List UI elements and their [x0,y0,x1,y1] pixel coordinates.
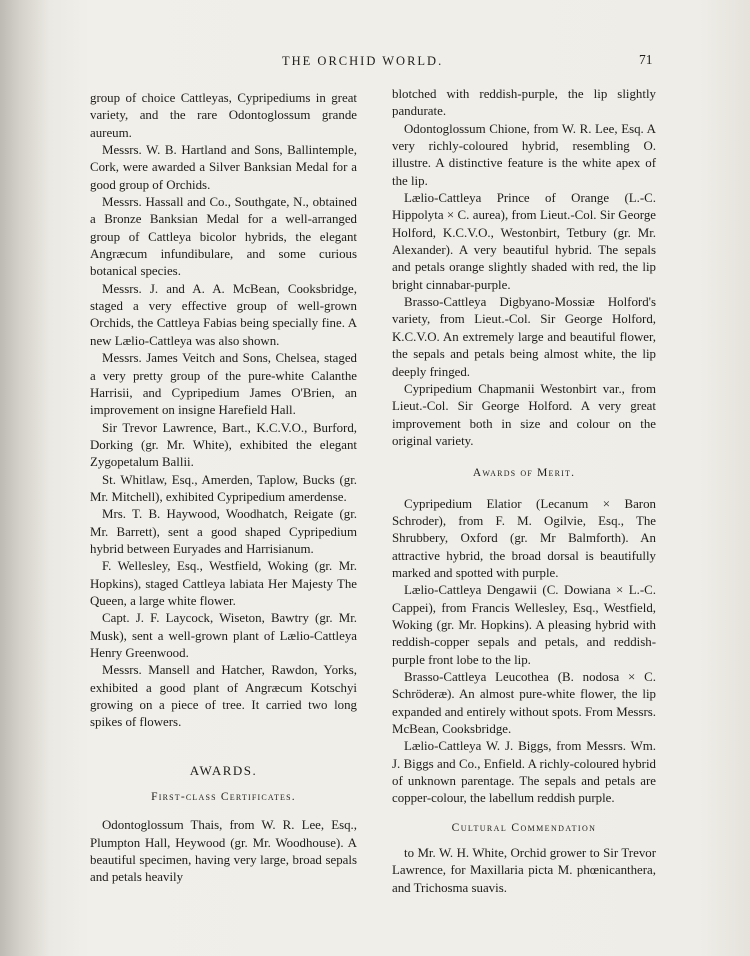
paragraph: St. Whitlaw, Esq., Amerden, Taplow, Bucks (gr. Mr. Mitchell), exhibited Cypripedium amerdense. [90,472,357,504]
paragraph: Messrs. Hassall and Co., Southgate, N., obtained a Bronze Banksian Medal for a well-arranged group of Cattleya bicolor hybrids, the elegant Angræcum infundibulare, and some curious botanical species. [90,195,357,279]
paragraph: Lælio-Cattleya Dengawii (C. Dowiana × L.-C. Cappei), from Francis Wellesley, Esq., Westfield, Woking (gr. Mr. Hopkins). A pleasing hybrid with reddish-copper sepals and petals, and reddish-purple front lobe to the lip. [392,583,656,667]
left-column [90,90,357,887]
paragraph: Messrs. James Veitch and Sons, Chelsea, staged a very pretty group of the pure-white Calanthe Harrisii, and Cypripedium James O'Brien, an improvement on insigne Harefield Hall. [90,351,357,418]
paragraph: to Mr. W. H. White, Orchid grower to Sir Trevor Lawrence, for Maxillaria picta M. phœnicanthera, and Trichosma suavis. [392,846,656,895]
paragraph: Brasso-Cattleya Leucothea (B. nodosa × C. Schröderæ). An almost pure-white flower, the lip expanded and entirely without spots. From Messrs. McBean, Cooksbridge. [392,670,656,737]
paragraph: F. Wellesley, Esq., Westfield, Woking (gr. Mr. Hopkins), staged Cattleya labiata Her Majesty The Queen, a large white flower. [90,559,357,608]
paragraph-continuation: blotched with reddish-purple, the lip slightly pandurate. [392,87,656,119]
paragraph: Cypripedium Elatior (Lecanum × Baron Schroder), from F. M. Ogilvie, Esq., The Shrubbery, Oxford (gr. Mr Balmforth). An attractive hybrid, the broad dorsal is beautifully marked and spotted with purple. [392,496,656,580]
paragraph: Capt. J. F. Laycock, Wiseton, Bawtry (gr. Mr. Musk), sent a well-grown plant of Lælio-Cattleya Henry Greenwood. [90,611,357,660]
awards-heading: AWARDS. [189,762,258,778]
paragraph: Cypripedium Chapmanii Westonbirt var., from Lieut.-Col. Sir George Holford. A very great improvement both in size and colour on the original variety. [392,381,656,448]
paragraph: Messrs. J. and A. A. McBean, Cooksbridge, staged a very effective group of well-grown Orchids, the Cattleya Fabias being specially fine. A new Lælio-Cattleya was also shown. [90,281,357,348]
paragraph: Lælio-Cattleya Prince of Orange (L.-C. Hippolyta × C. aurea), from Lieut.-Col. Sir George Holford, K.C.V.O., Westonbirt, Tetbury (gr. Mr. Alexander). A very beautiful hybrid. The sepals and petals orange slightly shaded with red, the lip bright cinnabar-purple. [392,191,656,292]
paragraph: Odontoglossum Chione, from W. R. Lee, Esq. A very richly-coloured hybrid, resembling O. illustre. A distinctive feature is the white apex of the lip. [392,121,656,188]
cultural-commendation-heading: Cultural Commendation [451,821,597,834]
page-number: 71 [639,52,653,67]
paragraph: Mrs. T. B. Haywood, Woodhatch, Reigate (gr. Mr. Barrett), sent a good shaped Cypripedium hybrid between Euryades and Harrisianum. [90,507,357,556]
paragraph: Messrs. W. B. Hartland and Sons, Ballintemple, Cork, were awarded a Silver Banksian Medal for a good group of Orchids. [90,143,357,192]
paragraph: Brasso-Cattleya Digbyano-Mossiæ Holford's variety, from Lieut.-Col. Sir George Holford, K.C.V.O. An extremely large and beautiful flower, the sepals and petals being almost white, the lip deeply fringed. [392,295,656,379]
right-column [392,86,656,897]
paragraph: Messrs. Mansell and Hatcher, Rawdon, Yorks, exhibited a good plant of Angræcum Kotschyi growing on a piece of tree. It carried two long spikes of flowers. [90,663,357,730]
paragraph: Odontoglossum Thais, from W. R. Lee, Esq., Plumpton Hall, Heywood (gr. Mr. Woodhouse). A beautiful specimen, having very large, broad sepals and petals heavily [90,818,357,885]
first-class-certificates-heading: First-class Certificates. [151,791,296,804]
paragraph: Lælio-Cattleya W. J. Biggs, from Messrs. Wm. J. Biggs and Co., Enfield. A richly-coloured hybrid of unknown parentage. The sepals and petals are copper-colour, the labellum reddish purple. [392,739,656,806]
awards-of-merit-heading: Awards of Merit. [472,467,576,480]
running-title: THE ORCHID WORLD. [282,54,444,68]
paragraph: Sir Trevor Lawrence, Bart., K.C.V.O., Burford, Dorking (gr. Mr. White), exhibited the elegant Zygopetalum Ballii. [90,420,357,470]
paragraph: group of choice Cattleyas, Cypripediums in great variety, and the rare Odontoglossum grande aureum. [90,91,357,140]
